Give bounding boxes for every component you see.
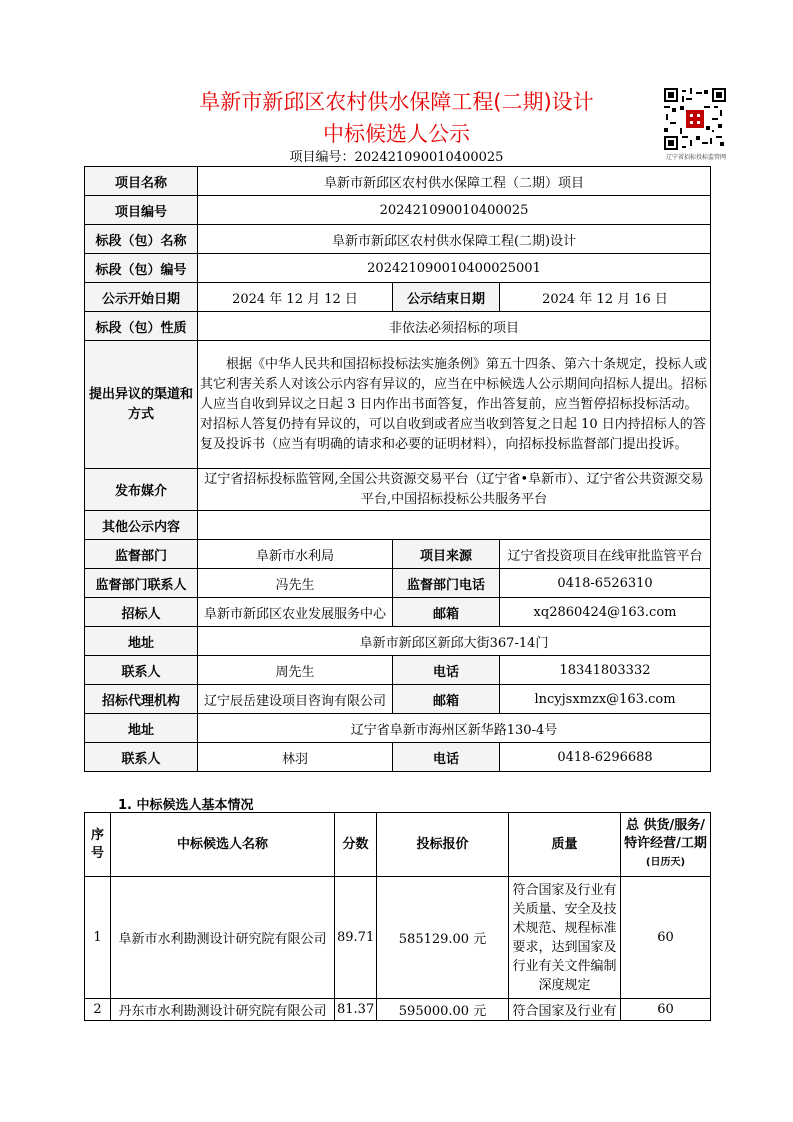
- label-objection: 提出异议的渠道和方式: [85, 341, 198, 469]
- sup-contact: 冯先生: [198, 569, 393, 598]
- tenderer-address: 阜新市新邱区新邱大街367-14门: [198, 627, 711, 656]
- label-tenderer: 招标人: [85, 598, 198, 627]
- end-date: 2024 年 12 月 16 日: [500, 283, 711, 312]
- row-no: 2: [85, 999, 111, 1021]
- notice-title-line1: 阜新市新邱区农村供水保障工程(二期)设计: [199, 90, 594, 114]
- header-period-unit: (日历天): [645, 857, 686, 868]
- row-price: 585129.00 元: [377, 877, 509, 999]
- supervisor: 阜新市水利局: [198, 540, 393, 569]
- section-nature: 非依法必须招标的项目: [198, 312, 711, 341]
- table-row: [85, 999, 711, 1021]
- agency-phone: 0418-6296688: [500, 743, 711, 772]
- header-period: [621, 813, 711, 877]
- row-quality: 符合国家及行业有关质量、安全及技术规范、规程标准要求，达到国家及行业有关文件编制深度规定: [509, 877, 621, 999]
- label-section-nature: 标段（包）性质: [85, 312, 198, 341]
- label-media: 发布媒介: [85, 469, 198, 511]
- other-content: [198, 511, 711, 540]
- label-agency-email: 邮箱: [393, 685, 500, 714]
- project-source: 辽宁省投资项目在线审批监管平台: [500, 540, 711, 569]
- label-project-name: 项目名称: [85, 167, 198, 196]
- sup-phone: 0418-6526310: [500, 569, 711, 598]
- agency-contact: 林羽: [198, 743, 393, 772]
- project-no: 202421090010400025: [198, 196, 711, 225]
- label-sup-contact: 监督部门联系人: [85, 569, 198, 598]
- row-quality: 符合国家及行业有: [509, 999, 621, 1021]
- agency: 辽宁辰岳建设项目咨询有限公司: [198, 685, 393, 714]
- header-name: 中标候选人名称: [111, 813, 335, 877]
- label-agency: 招标代理机构: [85, 685, 198, 714]
- tenderer-email: xq2860424@163.com: [500, 598, 711, 627]
- label-section-name: 标段（包）名称: [85, 225, 198, 254]
- label-source: 项目来源: [393, 540, 500, 569]
- label-project-no: 项目编号: [85, 196, 198, 225]
- tenderer: 阜新市新邱区农业发展服务中心: [198, 598, 393, 627]
- tenderer-phone: 18341803332: [500, 656, 711, 685]
- row-name: 丹东市水利勘测设计研究院有限公司: [111, 999, 335, 1021]
- label-supervisor: 监督部门: [85, 540, 198, 569]
- section-no: 202421090010400025001: [198, 254, 711, 283]
- label-agency-contact: 联系人: [85, 743, 198, 772]
- table-row: [85, 877, 711, 999]
- row-name: 阜新市水利勘测设计研究院有限公司: [111, 877, 335, 999]
- label-section-no: 标段（包）编号: [85, 254, 198, 283]
- label-start-date: 公示开始日期: [85, 283, 198, 312]
- row-period: 60: [621, 877, 711, 999]
- objection-text: 根据《中华人民共和国招标投标法实施条例》第五十四条、第六十条规定，投标人或其它利害关系人对该公示内容有异议的，应当在中标候选人公示期间向招标人提出。招标人应当自收到异议之日起 3 日内作出书面答复，作出答复前，应当暂停招标投标活动。对招标人答复仍持有异议的，可以自收到或者应当收到答复之日起 10 日内持招标人的答复及投诉书（应当有明确的请求和必要的证明材料），向招标投标监督部门提出投诉。: [198, 341, 711, 469]
- label-tenderer-address: 地址: [85, 627, 198, 656]
- header-quality: 质量: [509, 813, 621, 877]
- header-no: 序号: [85, 813, 111, 877]
- label-tenderer-email: 邮箱: [393, 598, 500, 627]
- row-price: 595000.00 元: [377, 999, 509, 1021]
- header-score: 分数: [335, 813, 377, 877]
- row-period: 60: [621, 999, 711, 1021]
- publish-media: 辽宁省招标投标监管网,全国公共资源交易平台（辽宁省•阜新市）、辽宁省公共资源交易平台,中国招标投标公共服务平台: [198, 469, 711, 511]
- tenderer-contact: 周先生: [198, 656, 393, 685]
- project-name: 阜新市新邱区农村供水保障工程（二期）项目: [198, 167, 711, 196]
- row-score: 81.37: [335, 999, 377, 1021]
- header-period-label: 总 供货/服务/特许经营/工期: [624, 818, 707, 851]
- section-heading: 1. 中标候选人基本情况: [118, 798, 254, 813]
- project-number-line: 项目编号：202421090010400025: [289, 150, 504, 165]
- agency-email: lncyjsxmzx@163.com: [500, 685, 711, 714]
- header-price: 投标报价: [377, 813, 509, 877]
- start-date: 2024 年 12 月 12 日: [198, 283, 393, 312]
- section-name: 阜新市新邱区农村供水保障工程(二期)设计: [198, 225, 711, 254]
- label-tenderer-contact: 联系人: [85, 656, 198, 685]
- label-agency-address: 地址: [85, 714, 198, 743]
- qr-code-icon: [664, 88, 726, 150]
- label-end-date: 公示结束日期: [393, 283, 500, 312]
- label-tenderer-phone: 电话: [393, 656, 500, 685]
- row-score: 89.71: [335, 877, 377, 999]
- agency-address: 辽宁省阜新市海州区新华路130-4号: [198, 714, 711, 743]
- notice-info-table: [84, 166, 711, 772]
- label-sup-phone: 监督部门电话: [393, 569, 500, 598]
- candidates-table: [84, 812, 711, 1021]
- notice-title-line2: 中标候选人公示: [323, 122, 470, 146]
- label-agency-phone: 电话: [393, 743, 500, 772]
- qr-caption: 辽宁省招标投标监管网: [665, 154, 726, 161]
- row-no: 1: [85, 877, 111, 999]
- label-other: 其他公示内容: [85, 511, 198, 540]
